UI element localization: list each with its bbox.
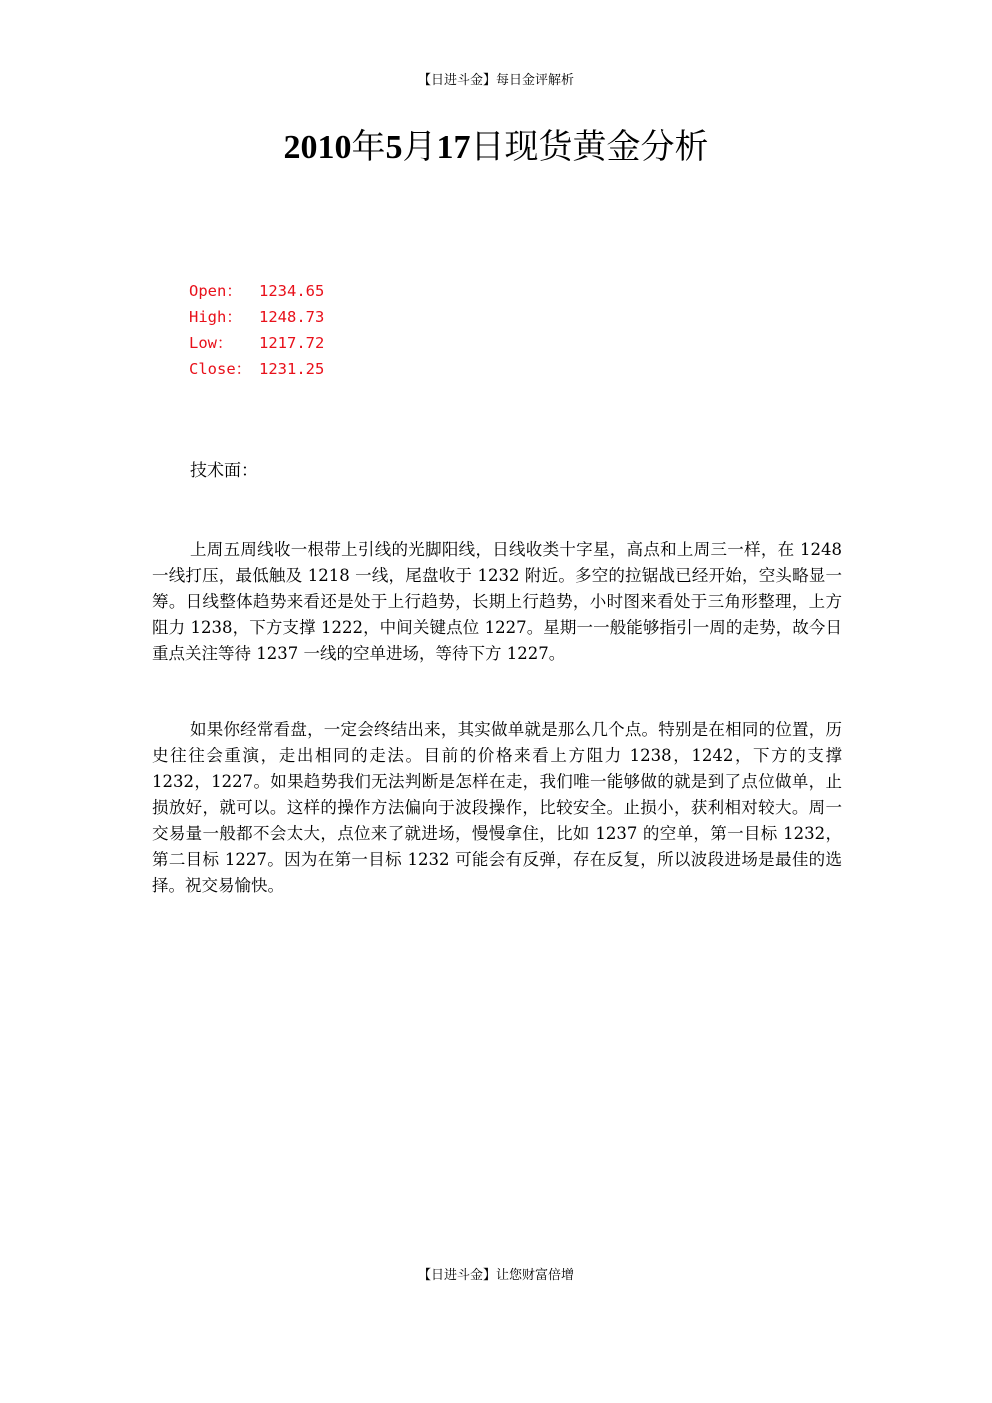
high-value: 1248.73 xyxy=(259,308,325,326)
ohlc-high-row xyxy=(189,304,324,330)
ohlc-low-row xyxy=(189,330,324,356)
low-value: 1217.72 xyxy=(259,334,325,352)
close-label: Close： xyxy=(189,360,252,378)
ohlc-open-row xyxy=(189,278,324,304)
document-title xyxy=(0,124,992,171)
title-year: 2010 xyxy=(283,129,352,166)
close-value: 1231.25 xyxy=(259,360,325,378)
ohlc-close-row xyxy=(189,356,324,382)
ohlc-block xyxy=(189,278,324,382)
page-header: 【日进斗金】每日金评解析 xyxy=(417,73,574,88)
low-label: Low： xyxy=(189,334,233,352)
paragraph-strategy: 如果你经常看盘，一定会终结出来，其实做单就是那么几个点。特别是在相同的位置，历史往往会重演，走出相同的走法。目前的价格来看上方阻力 1238，1242，下方的支撑 1232，1227。如果趋势我们无法判断是怎样在走，我们唯一能够做的就是到了点位做单，止损放好，就可以。这样的操作方法偏向于波段操作，比较安全。止损小，获利相对较大。周一交易量一般都不会太大，点位来了就进场，慢慢拿住，比如 1237 的空单，第一目标 1232，第二目标 1227。因为在第一目标 1232 可能会有反弹，存在反复，所以波段进场是最佳的选择。祝交易愉快。 xyxy=(152,720,842,895)
title-year-unit: 年 xyxy=(351,127,386,167)
title-day: 17 xyxy=(436,129,471,166)
section-technical-label: 技术面： xyxy=(190,461,258,481)
title-month-unit: 月 xyxy=(402,127,437,167)
paragraph-analysis: 上周五周线收一根带上引线的光脚阳线，日线收类十字星，高点和上周三一样，在 1248 一线打压，最低触及 1218 一线，尾盘收于 1232 附近。多空的拉锯战已经开始，空头略显一筹。日线整体趋势来看还是处于上行趋势，长期上行趋势，小时图来看处于三角形整理，上方阻力 1238，下方支撑 1222，中间关键点位 1227。星期一一般能够指引一周的走势，故今日重点关注等待 1237 一线的空单进场，等待下方 1227。 xyxy=(152,540,842,663)
high-label: High： xyxy=(189,308,242,326)
title-rest: 日现货黄金分析 xyxy=(470,127,709,167)
page-footer: 【日进斗金】让您财富倍增 xyxy=(417,1268,574,1283)
open-label: Open： xyxy=(189,282,242,300)
title-month: 5 xyxy=(385,129,403,166)
open-value: 1234.65 xyxy=(259,282,325,300)
